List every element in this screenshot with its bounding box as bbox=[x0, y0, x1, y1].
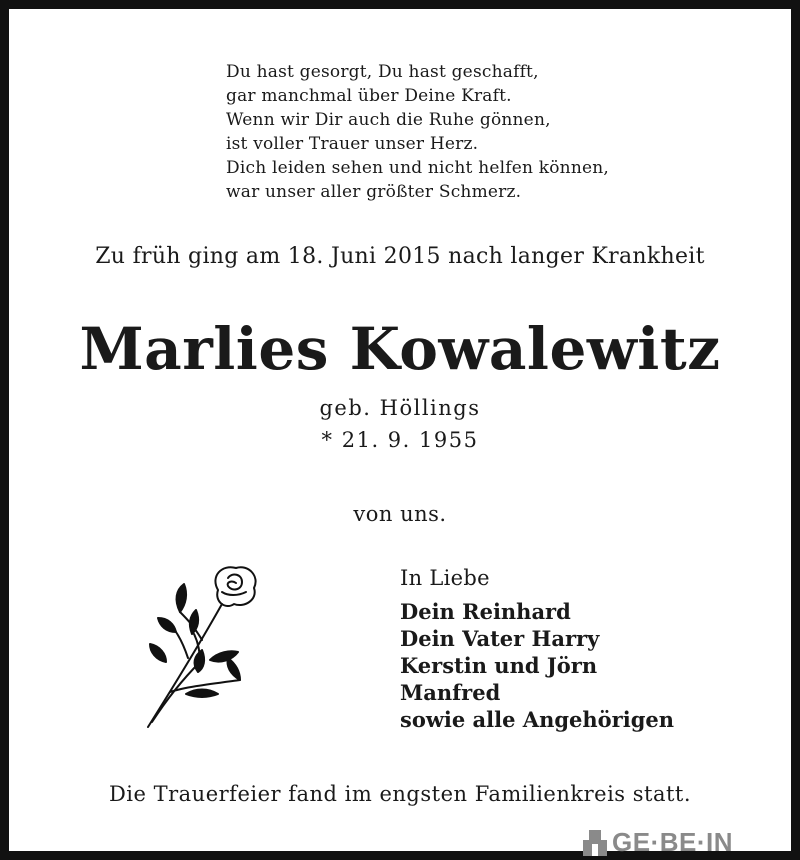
poem-line: Wenn wir Dir auch die Ruhe gönnen, bbox=[226, 110, 551, 130]
mourner: sowie alle Angehörigen bbox=[400, 707, 675, 732]
closing-phrase: von uns. bbox=[353, 502, 447, 526]
mourners-list bbox=[400, 598, 674, 733]
poem-line: Du hast gesorgt, Du hast geschafft, bbox=[226, 62, 539, 82]
death-announcement: Zu früh ging am 18. Juni 2015 nach langer Krankheit bbox=[95, 244, 705, 269]
logo-text: GE·BE·IN bbox=[612, 827, 733, 857]
signoff bbox=[400, 566, 674, 733]
mourner: Dein Reinhard bbox=[400, 599, 571, 624]
poem-line: gar manchmal über Deine Kraft. bbox=[226, 86, 512, 106]
publisher-logo bbox=[582, 827, 733, 857]
birth-date: * 21. 9. 1955 bbox=[321, 428, 479, 452]
rose-icon bbox=[140, 562, 260, 732]
maiden-name: geb. Höllings bbox=[319, 396, 481, 420]
mourner: Kerstin und Jörn bbox=[400, 653, 598, 678]
ge-be-in-logo-icon bbox=[582, 828, 608, 856]
poem-line: Dich leiden sehen und nicht helfen können, bbox=[226, 158, 609, 178]
mourner: Manfred bbox=[400, 680, 501, 705]
poem bbox=[226, 60, 609, 204]
deceased-name: Marlies Kowalewitz bbox=[79, 315, 721, 383]
poem-line: ist voller Trauer unser Herz. bbox=[226, 134, 479, 154]
signoff-heading: In Liebe bbox=[400, 566, 490, 590]
poem-line: war unser aller größter Schmerz. bbox=[226, 182, 522, 202]
ceremony-note: Die Trauerfeier fand im engsten Familienkreis statt. bbox=[108, 782, 692, 806]
mourner: Dein Vater Harry bbox=[400, 626, 600, 651]
